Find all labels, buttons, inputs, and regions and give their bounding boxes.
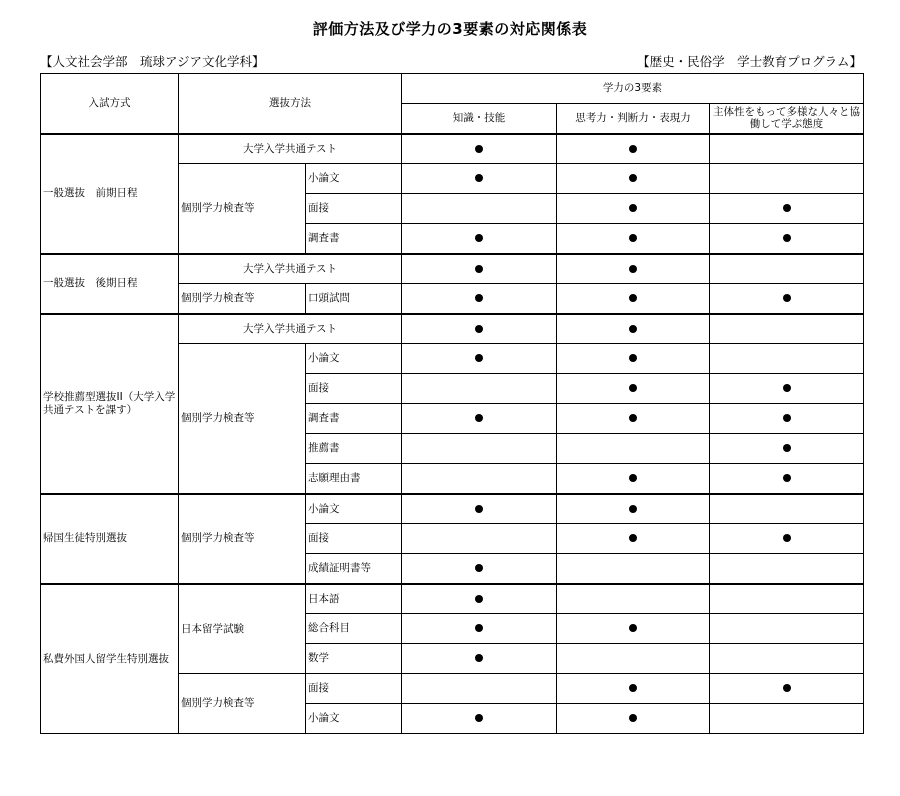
selection-common-test: 大学入学共通テスト bbox=[179, 314, 402, 344]
bullet-mark-icon bbox=[783, 534, 791, 542]
mark-cell bbox=[402, 254, 557, 284]
mark-cell bbox=[557, 374, 710, 404]
evaluation-table bbox=[40, 73, 864, 734]
item-essay: 小論文 bbox=[306, 344, 402, 374]
item-transcript: 成績証明書等 bbox=[306, 554, 402, 584]
mark-cell bbox=[402, 614, 557, 644]
mark-cell bbox=[402, 434, 557, 464]
mark-cell bbox=[402, 494, 557, 524]
selection-individual-exam: 個別学力検査等 bbox=[179, 344, 306, 494]
bullet-mark-icon bbox=[475, 595, 483, 603]
mark-cell bbox=[402, 554, 557, 584]
bullet-mark-icon bbox=[629, 414, 637, 422]
mark-cell bbox=[557, 584, 710, 614]
mark-cell bbox=[402, 464, 557, 494]
mark-cell bbox=[402, 344, 557, 374]
bullet-mark-icon bbox=[475, 174, 483, 182]
bullet-mark-icon bbox=[475, 325, 483, 333]
mark-cell bbox=[402, 374, 557, 404]
bullet-mark-icon bbox=[475, 265, 483, 273]
mark-cell bbox=[557, 494, 710, 524]
mark-cell bbox=[557, 224, 710, 254]
mark-cell bbox=[710, 494, 864, 524]
bullet-mark-icon bbox=[783, 474, 791, 482]
mark-cell bbox=[710, 134, 864, 164]
method-returnee: 帰国生徒特別選抜 bbox=[41, 494, 179, 584]
item-math: 数学 bbox=[306, 644, 402, 674]
bullet-mark-icon bbox=[629, 624, 637, 632]
bullet-mark-icon bbox=[629, 204, 637, 212]
mark-cell bbox=[402, 194, 557, 224]
bullet-mark-icon bbox=[475, 294, 483, 302]
selection-individual-exam: 個別学力検査等 bbox=[179, 494, 306, 584]
mark-cell bbox=[557, 254, 710, 284]
mark-cell bbox=[710, 284, 864, 314]
mark-cell bbox=[710, 194, 864, 224]
bullet-mark-icon bbox=[629, 714, 637, 722]
method-school-recommend: 学校推薦型選抜II（大学入学共通テストを課す） bbox=[41, 314, 179, 494]
mark-cell bbox=[557, 614, 710, 644]
program-label: 【歴史・民俗学 学士教育プログラム】 bbox=[637, 54, 862, 69]
item-general-subjects: 総合科目 bbox=[306, 614, 402, 644]
bullet-mark-icon bbox=[783, 414, 791, 422]
bullet-mark-icon bbox=[629, 265, 637, 273]
bullet-mark-icon bbox=[475, 624, 483, 632]
bullet-mark-icon bbox=[475, 564, 483, 572]
selection-eju: 日本留学試験 bbox=[179, 584, 306, 674]
mark-cell bbox=[710, 314, 864, 344]
mark-cell bbox=[710, 644, 864, 674]
bullet-mark-icon bbox=[629, 474, 637, 482]
bullet-mark-icon bbox=[629, 534, 637, 542]
bullet-mark-icon bbox=[783, 684, 791, 692]
mark-cell bbox=[402, 164, 557, 194]
mark-cell bbox=[557, 704, 710, 734]
selection-individual-exam: 個別学力検査等 bbox=[179, 284, 306, 314]
mark-cell bbox=[710, 404, 864, 434]
bullet-mark-icon bbox=[475, 714, 483, 722]
mark-cell bbox=[710, 224, 864, 254]
bullet-mark-icon bbox=[783, 204, 791, 212]
mark-cell bbox=[710, 164, 864, 194]
mark-cell bbox=[710, 614, 864, 644]
item-report: 調査書 bbox=[306, 404, 402, 434]
mark-cell bbox=[557, 284, 710, 314]
mark-cell bbox=[402, 404, 557, 434]
mark-cell bbox=[557, 644, 710, 674]
bullet-mark-icon bbox=[629, 384, 637, 392]
bullet-mark-icon bbox=[475, 505, 483, 513]
page-title: 評価方法及び学力の3要素の対応関係表 bbox=[312, 20, 588, 38]
table-row bbox=[41, 314, 864, 344]
mark-cell bbox=[710, 584, 864, 614]
mark-cell bbox=[402, 284, 557, 314]
item-essay: 小論文 bbox=[306, 164, 402, 194]
bullet-mark-icon bbox=[629, 354, 637, 362]
mark-cell bbox=[402, 224, 557, 254]
bullet-mark-icon bbox=[783, 234, 791, 242]
bullet-mark-icon bbox=[475, 145, 483, 153]
mark-cell bbox=[402, 584, 557, 614]
header-thinking: 思考力・判断力・表現力 bbox=[557, 104, 710, 134]
bullet-mark-icon bbox=[475, 354, 483, 362]
item-interview: 面接 bbox=[306, 374, 402, 404]
bullet-mark-icon bbox=[783, 294, 791, 302]
table-row bbox=[41, 254, 864, 284]
table-row bbox=[41, 584, 864, 614]
mark-cell bbox=[557, 554, 710, 584]
mark-cell bbox=[710, 554, 864, 584]
bullet-mark-icon bbox=[629, 234, 637, 242]
bullet-mark-icon bbox=[629, 505, 637, 513]
mark-cell bbox=[402, 704, 557, 734]
item-interview: 面接 bbox=[306, 524, 402, 554]
mark-cell bbox=[710, 374, 864, 404]
mark-cell bbox=[557, 164, 710, 194]
method-general-early: 一般選抜 前期日程 bbox=[41, 134, 179, 254]
table-row bbox=[41, 134, 864, 164]
mark-cell bbox=[402, 674, 557, 704]
table-row bbox=[41, 494, 864, 524]
header-knowledge: 知識・技能 bbox=[402, 104, 557, 134]
mark-cell bbox=[402, 524, 557, 554]
bullet-mark-icon bbox=[629, 145, 637, 153]
mark-cell bbox=[402, 644, 557, 674]
bullet-mark-icon bbox=[475, 414, 483, 422]
item-recommendation: 推薦書 bbox=[306, 434, 402, 464]
bullet-mark-icon bbox=[629, 684, 637, 692]
header-selection-method: 選抜方法 bbox=[179, 74, 402, 134]
mark-cell bbox=[557, 344, 710, 374]
bullet-mark-icon bbox=[475, 654, 483, 662]
mark-cell bbox=[710, 464, 864, 494]
item-statement: 志願理由書 bbox=[306, 464, 402, 494]
selection-common-test: 大学入学共通テスト bbox=[179, 254, 402, 284]
mark-cell bbox=[710, 674, 864, 704]
department-label: 【人文社会学部 琉球アジア文化学科】 bbox=[40, 54, 265, 69]
bullet-mark-icon bbox=[629, 325, 637, 333]
header-three-elements: 学力の3要素 bbox=[402, 74, 864, 104]
mark-cell bbox=[557, 194, 710, 224]
header-attitude: 主体性をもって多様な人々と協働して学ぶ態度 bbox=[710, 104, 864, 134]
mark-cell bbox=[710, 704, 864, 734]
mark-cell bbox=[557, 434, 710, 464]
bullet-mark-icon bbox=[475, 234, 483, 242]
item-interview: 面接 bbox=[306, 194, 402, 224]
mark-cell bbox=[557, 314, 710, 344]
item-oral: 口頭試問 bbox=[306, 284, 402, 314]
bullet-mark-icon bbox=[783, 444, 791, 452]
method-foreign: 私費外国人留学生特別選抜 bbox=[41, 584, 179, 734]
mark-cell bbox=[557, 134, 710, 164]
selection-individual-exam: 個別学力検査等 bbox=[179, 674, 306, 734]
mark-cell bbox=[710, 434, 864, 464]
mark-cell bbox=[402, 314, 557, 344]
item-report: 調査書 bbox=[306, 224, 402, 254]
mark-cell bbox=[710, 524, 864, 554]
item-essay: 小論文 bbox=[306, 494, 402, 524]
mark-cell bbox=[710, 344, 864, 374]
mark-cell bbox=[557, 464, 710, 494]
item-interview: 面接 bbox=[306, 674, 402, 704]
mark-cell bbox=[557, 524, 710, 554]
bullet-mark-icon bbox=[629, 294, 637, 302]
mark-cell bbox=[557, 404, 710, 434]
header-admission-method: 入試方式 bbox=[41, 74, 179, 134]
item-japanese: 日本語 bbox=[306, 584, 402, 614]
mark-cell bbox=[710, 254, 864, 284]
mark-cell bbox=[557, 674, 710, 704]
item-essay: 小論文 bbox=[306, 704, 402, 734]
bullet-mark-icon bbox=[783, 384, 791, 392]
method-general-late: 一般選抜 後期日程 bbox=[41, 254, 179, 314]
bullet-mark-icon bbox=[629, 174, 637, 182]
selection-common-test: 大学入学共通テスト bbox=[179, 134, 402, 164]
mark-cell bbox=[402, 134, 557, 164]
selection-individual-exam: 個別学力検査等 bbox=[179, 164, 306, 254]
